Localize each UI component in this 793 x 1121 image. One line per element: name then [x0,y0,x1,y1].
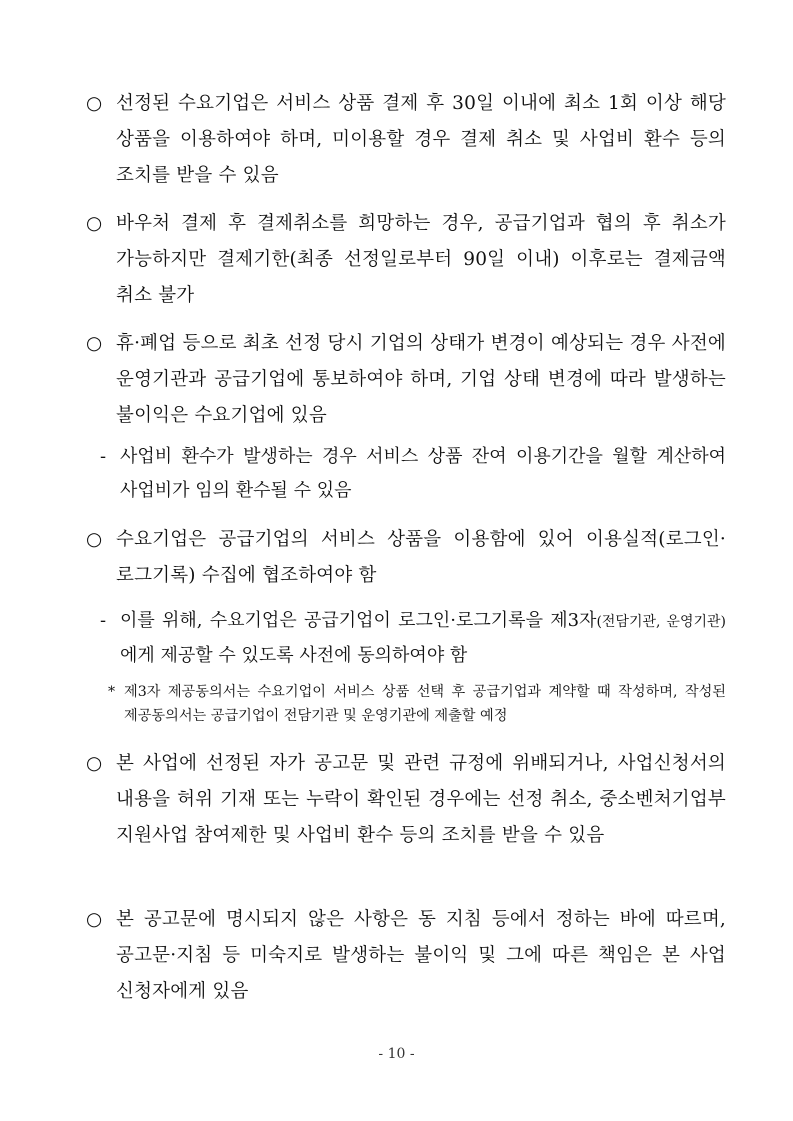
paragraph-text: 바우처 결제 후 결제취소를 희망하는 경우, 공급기업과 협의 후 취소가 가능하지만 결제기한(최종 선정일로부터 90일 이내) 이후로는 결제금액 취소 불가 [116,213,726,306]
subitem-text [100,604,726,673]
subitem-text-part-b: 에게 제공할 수 있도록 사전에 동의하여야 함 [120,645,468,666]
circle-bullet: ○ [86,909,103,930]
paragraph-text: 본 사업에 선정된 자가 공고문 및 관련 규정에 위배되거나, 사업신청서의 내용을 허위 기재 또는 누락이 확인된 경우에는 선정 취소, 중소벤처기업부 지원사업 참여제한 및 사업비 환수 등의 조치를 받을 수 있음 [116,753,726,846]
dash-bullet: - [100,446,107,467]
paragraph-payment-usage [86,86,726,194]
note-consent-form [108,680,726,728]
paragraph-text: 수요기업은 공급기업의 서비스 상품을 이용함에 있어 이용실적(로그인·로그기록) 수집에 협조하여야 함 [116,529,726,586]
paragraph-business-closure [86,326,726,434]
subitem-refund-calculation [100,440,726,508]
note-text: 제3자 제공동의서는 수요기업이 서비스 상품 선택 후 공급기업과 계약할 때 작성하며, 작성된 제공동의서는 공급기업이 전담기관 및 운영기관에 제출할 예정 [124,684,726,724]
subitem-text-part-a: 이를 위해, 수요기업은 공급기업이 로그인·로그기록을 제3자 [120,610,597,631]
circle-bullet: ○ [86,213,103,234]
paragraph-violation-sanctions [86,746,726,854]
asterisk-bullet: * [108,684,116,700]
circle-bullet: ○ [86,333,103,354]
subitem-third-party-consent [100,604,726,673]
circle-bullet: ○ [86,529,103,550]
subitem-text: 사업비 환수가 발생하는 경우 서비스 상품 잔여 이용기간을 월할 계산하여 사업비가 임의 환수될 수 있음 [120,446,726,501]
circle-bullet: ○ [86,93,103,114]
paragraph-text: 휴·폐업 등으로 최초 선정 당시 기업의 상태가 변경이 예상되는 경우 사전에 운영기관과 공급기업에 통보하여야 하며, 기업 상태 변경에 따라 발생하는 불이익은 수요기업에 있음 [116,333,726,426]
paragraph-text: 선정된 수요기업은 서비스 상품 결제 후 30일 이내에 최소 1회 이상 해당 상품을 이용하여야 하며, 미이용할 경우 결제 취소 및 사업비 환수 등의 조치를 받을 수 있음 [116,93,726,186]
page-number: - 10 - [378,1046,415,1062]
subitem-text-parenthetical: (전담기관, 운영기관) [596,614,726,630]
paragraph-text: 본 공고문에 명시되지 않은 사항은 동 지침 등에서 정하는 바에 따르며, 공고문·지침 등 미숙지로 발생하는 불이익 및 그에 따른 책임은 본 사업 신청자에게 있음 [116,909,726,1002]
circle-bullet: ○ [86,753,103,774]
dash-bullet: - [100,610,107,631]
paragraph-payment-cancel [86,206,726,314]
paragraph-unspecified-matters [86,902,726,1010]
paragraph-usage-records [86,522,726,594]
